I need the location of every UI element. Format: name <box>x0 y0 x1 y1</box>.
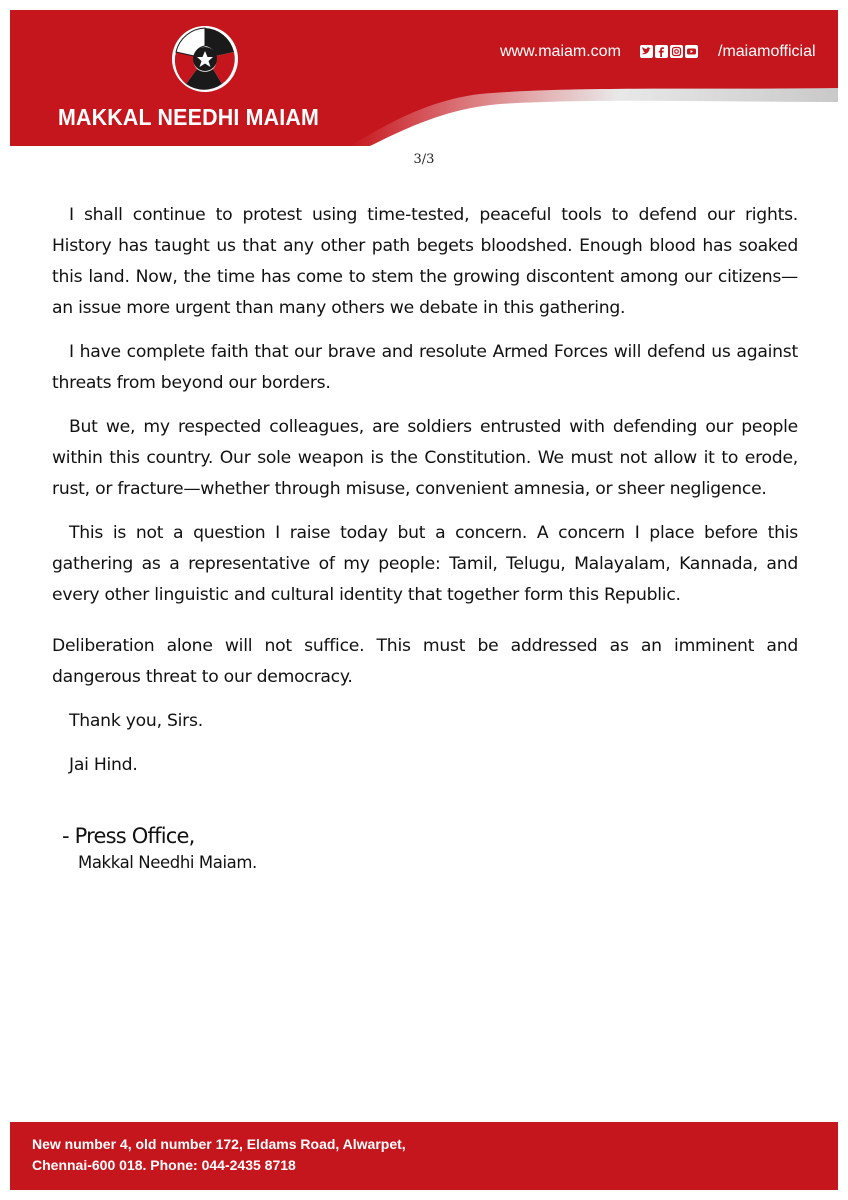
footer-address-line-2: Chennai-600 018. Phone: 044-2435 8718 <box>32 1157 296 1173</box>
closing-salute: Jai Hind. <box>69 755 138 775</box>
signature <box>62 822 257 876</box>
footer-address <box>32 1134 406 1176</box>
paragraph: But we, my respected colleagues, are soldiers entrusted with defending our people within this country. Our sole weapon is the Constitution. We must not allow it to erode, rust, or fracture—whether through misuse, convenient amnesia, or sheer negligence. <box>52 417 798 499</box>
paragraph: I have complete faith that our brave and resolute Armed Forces will defend us against threats from beyond our borders. <box>52 342 798 393</box>
twitter-icon[interactable] <box>640 45 653 58</box>
website-link[interactable]: www.maiam.com <box>500 43 621 60</box>
paragraph: This is not a question I raise today but a concern. A concern I place before this gathering as a representative of my people: Tamil, Telugu, Malayalam, Kannada, and every other linguistic and cultural identity that together form this Republic. <box>52 523 798 605</box>
social-handle[interactable]: /maiamofficial <box>718 43 816 60</box>
letterhead <box>10 10 838 146</box>
party-logo <box>170 24 240 94</box>
signature-office: - Press Office, <box>62 824 195 848</box>
social-icons <box>640 45 698 58</box>
press-release-body <box>52 200 798 794</box>
page-number: 3/3 <box>413 152 435 167</box>
youtube-icon[interactable] <box>685 45 698 58</box>
paragraph: I shall continue to protest using time-tested, peaceful tools to defend our rights. History has taught us that any other path begets bloodshed. Enough blood has soaked this land. Now, the time has come to stem the growing discontent among our citizens—an issue more urgent than many others we debate in this gathering. <box>52 205 798 318</box>
signature-org: Makkal Needhi Maiam. <box>78 853 257 872</box>
facebook-icon[interactable] <box>655 45 668 58</box>
footer-address-line-1: New number 4, old number 172, Eldams Road, Alwarpet, <box>32 1136 406 1152</box>
org-name: MAKKAL NEEDHI MAIAM <box>58 104 320 130</box>
reference-number: PR-404/SS-09/27012026/E <box>518 114 700 131</box>
paragraph: Deliberation alone will not suffice. This must be addressed as an imminent and dangerous threat to our democracy. <box>52 636 798 687</box>
closing-thanks: Thank you, Sirs. <box>69 711 203 731</box>
instagram-icon[interactable] <box>670 45 683 58</box>
footer <box>10 1122 838 1190</box>
